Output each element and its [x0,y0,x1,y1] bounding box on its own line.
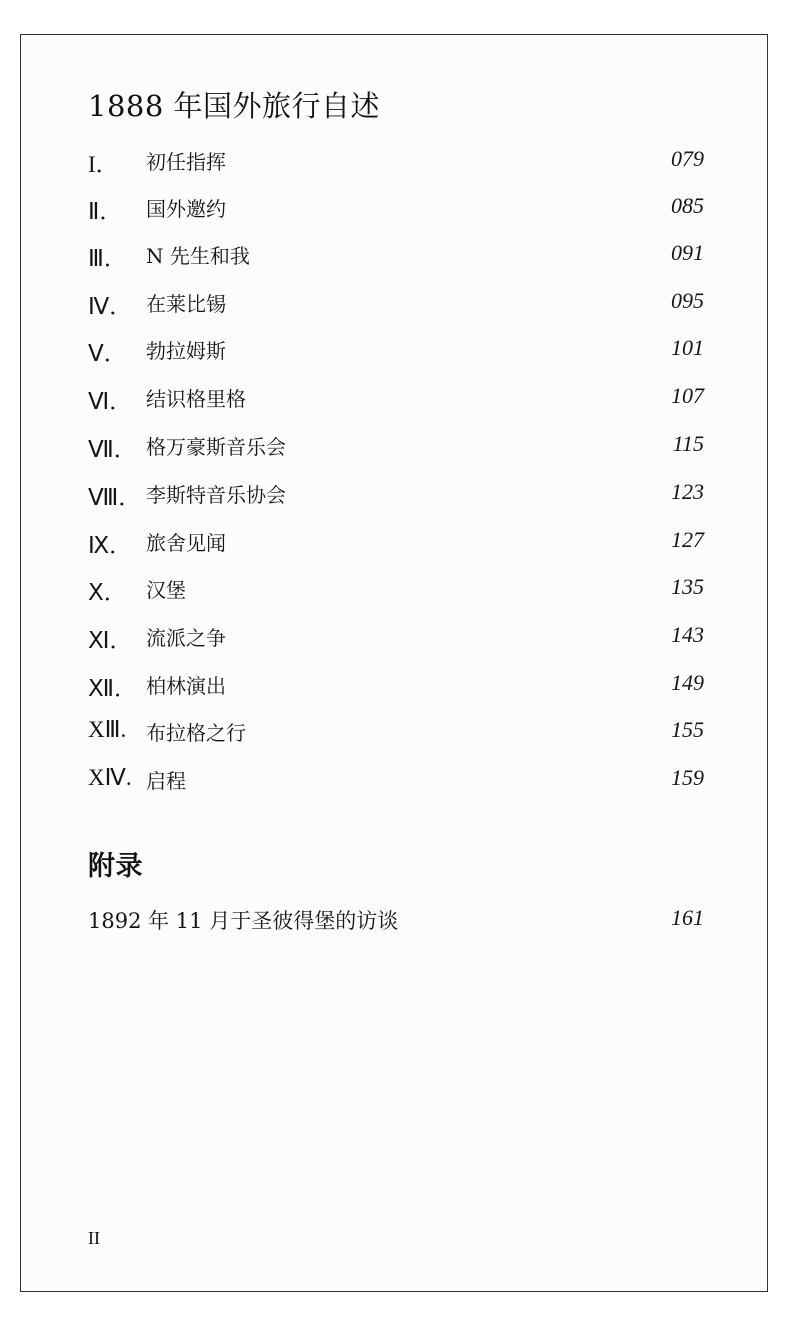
toc-page-number: 091 [671,240,704,265]
toc-label: 格万豪斯音乐会 [146,435,286,459]
toc-row[interactable] [88,335,704,371]
toc-label: 结识格里格 [146,387,246,411]
toc-row[interactable] [88,527,704,563]
section-title: 1888 年国外旅行自述 [88,89,381,123]
toc-label: 柏林演出 [146,674,226,698]
appendix-entry-page: 161 [671,905,704,930]
toc-page-number: 135 [671,574,704,599]
toc-page-number: 085 [671,193,704,218]
toc-row[interactable] [88,670,704,706]
toc-row[interactable] [88,431,704,467]
toc-label: N 先生和我 [146,244,250,268]
toc-page-number: 127 [671,527,704,552]
toc-page-number: 149 [671,670,704,695]
toc-number: Ⅹ． [88,580,127,605]
toc-page-number: 123 [671,479,704,504]
toc-page-number: 143 [671,622,704,647]
toc-number: Ⅶ． [88,437,137,462]
toc-number: Ⅱ． [88,199,123,224]
toc-number: XⅢ. [88,717,127,742]
toc-page-number: 101 [671,335,704,360]
appendix-entry-label: 1892 年 11 月于圣彼得堡的访谈 [88,909,399,933]
toc-label: 布拉格之行 [146,721,246,745]
toc-label: 启程 [146,769,186,793]
toc-row[interactable] [88,288,704,324]
toc-row[interactable] [88,574,704,610]
toc-label: 勃拉姆斯 [146,339,226,363]
toc-number: XⅣ. [88,765,132,790]
toc-number: Ⅵ． [88,389,133,414]
toc-number: Ⅻ． [88,676,138,701]
toc-number: Ⅷ． [88,485,142,510]
toc-number: Ⅺ． [88,628,133,653]
toc-row[interactable] [88,193,704,229]
toc-label: 在莱比锡 [146,292,226,316]
toc-page-number: 095 [671,288,704,313]
toc-number: I． [88,152,119,177]
toc-page-number: 079 [671,146,704,171]
toc-label: 初任指挥 [146,150,226,174]
toc-number: Ⅴ． [88,341,127,366]
appendix-title: 附录 [88,851,143,882]
toc-row[interactable] [88,479,704,515]
toc-label: 汉堡 [146,578,186,602]
toc-row[interactable] [88,717,704,753]
toc-page-number: 115 [672,431,704,456]
toc-number: Ⅲ． [88,246,127,271]
toc-row[interactable] [88,765,704,801]
toc-row[interactable] [88,622,704,658]
folio: II [88,1228,100,1248]
toc-page-number: 155 [671,717,704,742]
toc-label: 国外邀约 [146,197,226,221]
toc-row[interactable] [88,383,704,419]
appendix-entry[interactable] [88,905,704,941]
toc-number: Ⅸ． [88,533,133,558]
toc-label: 李斯特音乐协会 [146,483,286,507]
toc-number: Ⅳ． [88,294,133,319]
toc-label: 旅舍见闻 [146,531,226,555]
toc-page-number: 107 [671,383,704,408]
toc-row[interactable] [88,240,704,276]
toc-page-number: 159 [671,765,704,790]
toc-label: 流派之争 [146,626,226,650]
toc-row[interactable] [88,146,704,182]
